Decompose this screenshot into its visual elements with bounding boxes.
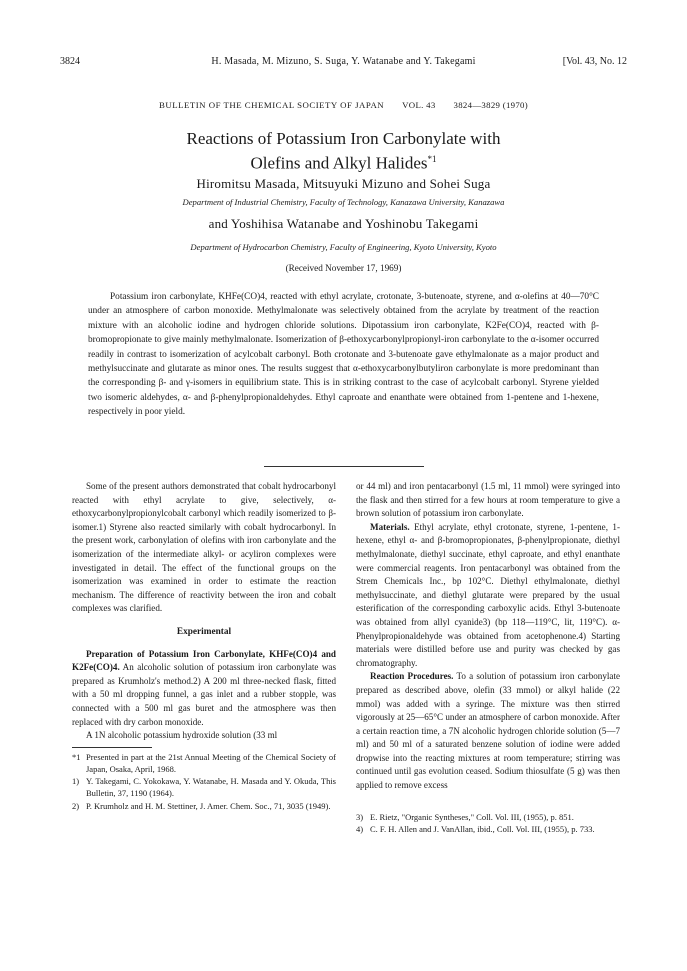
abstract: Potassium iron carbonylate, KHFe(CO)4, reacted with ethyl acrylate, crotonate, 3-butenoate, styrene, and α-olefins at 40—70°C under an atmosphere of carbon monoxide. Methylmalonate was selectively obtained from the acrylate by treatment of the reaction mixture with an alcoholic iodine and hydrogen chloride solutions. Dipotassium iron carbonylate, K2Fe(CO)4, reacted with β-bromopropionate to give mainly methylmalonate. Isomerization of β-ethoxycarbonylpropionyl-iron carbonylate to the α-isomer occurred readily in contrast to isomerization of acylcobalt carbonyl. Both crotonate and 3-butenoate gave ethylmalonate as a major product and methylsuccinate and glutarate as minor ones. The results suggest that α-ethoxycarbonylbutyliron carbonylate is more predominant than the corresponding β- and γ-isomers in equilibrium state. This is in striking contrast to the case of acylcobalt carbonyl. Styrene yielded two isomeric aldehydes, α- and β-phenylpropionaldehydes. Ethyl caproate and enanthate were obtained from 1-pentene and 1-hexene, respectively in poor yield. [88, 292, 599, 418]
journal-name: BULLETIN OF THE CHEMICAL SOCIETY OF JAPAN [159, 100, 385, 110]
footnote-mark: 4) [356, 823, 364, 834]
footnote [72, 751, 336, 775]
procedures-text: To a solution of potassium iron carbonylate prepared as described above, olefin (33 mmol) or alkyl halide (22 mmol) was added with a syringe. The mixture was then stirred vigorously at 25—65°C under an atmosphere of carbon monoxide. After a certain reaction time, a 7N alcoholic hydrogen chloride solution (5—7 ml) and 50 ml of a saturated benzene solution of iodine were added dropwise into the reacting mixtures at room temperature; stirring was continued until gas evolution ceased. Sodium thiosulfate (5 g) was then applied to remove excess [356, 671, 621, 791]
running-authors: H. Masada, M. Mizuno, S. Suga, Y. Watanabe and Y. Takegami [211, 56, 476, 67]
prep-heading: Preparation of Potassium Iron Carbonylate, KHFe(CO)4 and K2Fe(CO)4. [72, 648, 336, 673]
materials-heading: Materials. [370, 521, 410, 532]
footnote [72, 800, 336, 812]
materials-text: Ethyl acrylate, ethyl crotonate, styrene, 1-pentene, 1-hexene, ethyl α- and β-bromopropionates, β-phenylpropionate, diethyl methylmalonate, diethyl succinate, ethyl caproate, and ethyl enanthate were commercial reagents. Iron pentacarbonyl was obtained from the Strem Chemicals Inc., bp 102°C. Diethyl ethylmalonate, diethyl methylsuccinate, and diethyl glutarate were prepared by the usual esterification of the corresponding carboxylic acids. Ethyl 3-butenoate was obtained from allyl cyanide3) (bp 118—119°C, lit, 119°C). α-Phenylpropionaldehyde was obtained from acetophenone.4) Starting materials were distilled before use and purity was checked by gas chromatography. [356, 521, 620, 668]
koh-paragraph: A 1N alcoholic potassium hydroxide solution (33 ml [86, 730, 278, 741]
affiliation-1: Department of Industrial Chemistry, Faculty of Technology, Kanazawa University, Kanazawa [182, 197, 505, 207]
article-title [60, 128, 627, 174]
left-column [72, 480, 336, 812]
section-divider [264, 466, 424, 467]
author-group-1: Hiromitsu Masada, Mitsuyuki Mizuno and Sohei Suga [196, 176, 491, 191]
footnote-text: C. F. H. Allen and J. VanAllan, ibid., Coll. Vol. III, (1955), p. 733. [370, 823, 595, 834]
footnote-mark: *1 [72, 751, 81, 762]
footnote [72, 775, 336, 799]
affiliation-2: Department of Hydrocarbon Chemistry, Faculty of Engineering, Kyoto University, Kyoto [190, 242, 497, 252]
page-number: 3824 [60, 56, 80, 67]
procedures-heading: Reaction Procedures. [370, 671, 454, 682]
volume-issue: [Vol. 43, No. 12 [562, 56, 627, 67]
footnote-mark: 3) [356, 811, 364, 822]
section-heading-experimental: Experimental [176, 626, 232, 637]
journal-volume: VOL. 43 [402, 100, 436, 110]
prep-text: An alcoholic solution of potassium iron carbonylate was prepared as Krumholz's method.2) A 200 ml three-necked flask, fitted with a 50 ml dropping funnel, a gas inlet and a rubber stopple, was connected with a 500 ml gas buret and the atmosphere was then replaced with dry carbon monoxide. [72, 662, 336, 727]
title-line-2: Olefins and Alkyl Halides [250, 153, 428, 173]
continued-paragraph: or 44 ml) and iron pentacarbonyl (1.5 ml, 11 mmol) were syringed into the flask and then stirred for a few hours at room temperature to give a brown solution of potassium iron carbonylate. [356, 481, 620, 519]
footnote-text: P. Krumholz and H. M. Stettiner, J. Amer. Chem. Soc., 71, 3035 (1949). [86, 800, 331, 811]
footnote-rule [72, 747, 152, 748]
footnote-text: Y. Takegami, C. Yokokawa, Y. Watanabe, H. Masada and Y. Okuda, This Bulletin, 37, 1190 (1964). [86, 776, 336, 799]
footnote [356, 811, 620, 823]
journal-pages-year: 3824—3829 (1970) [453, 100, 528, 110]
footnote-mark: 1) [72, 776, 80, 787]
procedures-paragraph [356, 670, 620, 792]
footnote-text: E. Rietz, "Organic Syntheses," Coll. Vol. III, (1955), p. 851. [370, 811, 574, 822]
title-footnote-mark: *1 [427, 154, 437, 164]
materials-paragraph [356, 521, 620, 671]
running-header [60, 56, 627, 70]
footnote-mark: 2) [72, 800, 80, 811]
right-column [356, 480, 620, 835]
prep-paragraph [72, 648, 336, 730]
journal-citation [60, 100, 627, 110]
title-line-1: Reactions of Potassium Iron Carbonylate with [186, 129, 501, 148]
footnote-text: Presented in part at the 21st Annual Meeting of the Chemical Society of Japan, Osaka, April, 1968. [86, 751, 336, 774]
footnote [356, 823, 620, 835]
author-group-2: and Yoshihisa Watanabe and Yoshinobu Takegami [208, 216, 479, 231]
intro-paragraph: Some of the present authors demonstrated that cobalt hydrocarbonyl reacted with ethyl acrylate to give, selectively, α-ethoxycarbonylpropionylcobalt carbonyl which readily isomerized to β-isomer.1) Styrene also reacted similarly with cobalt hydrocarbonyl. In the present work, carbonylation of olefins with iron carbonylate and the isomerization of the intermediate alkyl- or acyliron complexes were investigated in detail. The effect of the functional groups on the isomerization was examined in order to estimate the reaction mechanism. The difference of reactivity between the iron and cobalt complexes was clarified. [72, 481, 336, 614]
received-date: (Received November 17, 1969) [285, 263, 402, 273]
